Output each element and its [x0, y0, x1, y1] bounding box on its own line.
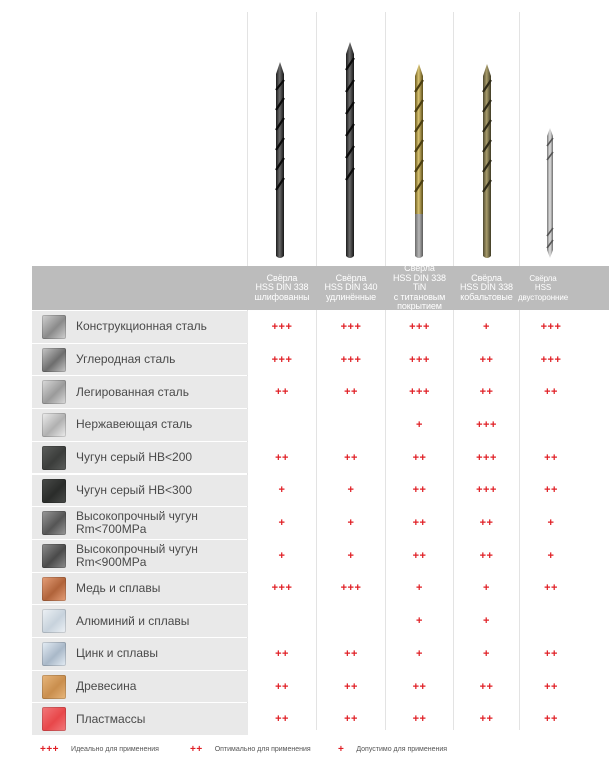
rating-cell: ++ — [412, 549, 427, 562]
material-swatch-icon — [42, 348, 66, 372]
drill-image-hss-338-cobalt — [477, 0, 497, 262]
material-label: Конструкционная сталь — [76, 319, 207, 334]
rating-cell: ++ — [275, 386, 289, 399]
material-label-line: Rm<900MPa — [76, 554, 147, 569]
rating-cell: + — [347, 517, 355, 530]
material-cell — [32, 344, 248, 376]
rating-cell: ++ — [344, 680, 358, 693]
rating-cell: +++ — [476, 484, 497, 497]
material-swatch-icon — [42, 380, 66, 404]
rating-cell: + — [416, 582, 423, 595]
rating-cell: + — [416, 418, 423, 431]
material-cell — [32, 573, 248, 605]
rating-cell: + — [483, 582, 490, 595]
rating-cell: +++ — [340, 320, 362, 333]
material-label: Нержавеющая сталь — [76, 417, 193, 432]
material-cell — [32, 507, 248, 539]
rating-cell: ++ — [412, 451, 427, 464]
table-row — [32, 409, 609, 441]
material-cell — [32, 638, 248, 670]
rating-cell: +++ — [271, 320, 293, 333]
rating-cell — [520, 605, 582, 637]
drill-image-hss-340 — [340, 0, 360, 262]
material-swatch-icon — [42, 413, 66, 437]
material-cell — [32, 442, 248, 474]
rating-cell: ++ — [412, 713, 427, 726]
table-row — [32, 540, 609, 572]
drill-image-hss-338-tin — [409, 0, 429, 262]
rating-cell: + — [278, 484, 286, 497]
material-cell — [32, 311, 248, 343]
material-label-line: Высокопрочный чугун — [76, 541, 198, 556]
material-cell — [32, 703, 248, 735]
rating-cell: ++ — [479, 713, 494, 726]
material-label: Алюминий и сплавы — [76, 613, 190, 628]
table-row — [32, 344, 609, 376]
rating-cell: +++ — [476, 418, 497, 431]
rating-cell: ++ — [544, 647, 558, 660]
rating-cell: ++ — [479, 353, 494, 366]
column-header-hss-338: Свёрла HSS DIN 338 шлифованны — [254, 272, 310, 302]
rating-cell: ++ — [275, 451, 289, 464]
rating-cell: + — [483, 320, 490, 333]
material-swatch-icon — [42, 609, 66, 633]
rating-cell: ++ — [544, 386, 558, 399]
rating-cell: ++ — [344, 451, 358, 464]
rating-cell: ++ — [344, 386, 358, 399]
rating-cell: ++ — [412, 517, 427, 530]
material-swatch-icon — [42, 675, 66, 699]
material-label: Пластмассы — [76, 711, 146, 726]
table-row — [32, 638, 609, 670]
material-cell — [32, 605, 248, 637]
legend-text: Идеально для применения — [71, 745, 159, 753]
drill-image-hss-338 — [270, 0, 290, 262]
rating-cell: + — [547, 549, 555, 562]
table-row — [32, 376, 609, 408]
column-header-hss-double-ended: Свёрла HSS двусторонние — [517, 273, 569, 302]
rating-cell: + — [547, 517, 555, 530]
rating-cell: ++ — [544, 451, 558, 464]
rating-cell: + — [278, 517, 286, 530]
material-swatch-icon — [42, 577, 66, 601]
material-label-line: Высокопрочный чугун — [76, 509, 198, 524]
rating-cell — [317, 605, 385, 637]
material-label-line: Rm<700MPa — [76, 522, 147, 537]
material-label — [76, 540, 198, 572]
rating-cell: +++ — [340, 353, 362, 366]
material-label: Древесина — [76, 679, 137, 694]
material-cell — [32, 376, 248, 408]
table-row — [32, 605, 609, 637]
rating-cell: ++ — [275, 680, 289, 693]
material-cell — [32, 409, 248, 441]
legend-mark: ++ — [190, 743, 203, 755]
rating-cell: +++ — [409, 386, 430, 399]
material-swatch-icon — [42, 315, 66, 339]
rating-cell: +++ — [540, 353, 562, 366]
table-row — [32, 573, 609, 605]
material-label: Чугун серый HB<200 — [76, 450, 193, 465]
rating-cell: ++ — [479, 517, 494, 530]
rating-cell: +++ — [271, 353, 293, 366]
rating-cell: + — [347, 549, 355, 562]
material-label: Медь и сплавы — [76, 580, 161, 595]
rating-cell: ++ — [344, 647, 358, 660]
legend-mark: +++ — [40, 743, 60, 755]
material-label — [76, 507, 198, 539]
rating-cell: + — [278, 549, 286, 562]
rating-cell — [248, 605, 316, 637]
rating-cell — [520, 409, 582, 441]
rating-cell: +++ — [540, 320, 562, 333]
rating-cell — [317, 409, 385, 441]
material-swatch-icon — [42, 544, 66, 568]
table-row — [32, 671, 609, 703]
rating-cell: + — [416, 615, 423, 628]
rating-cell: +++ — [409, 353, 430, 366]
material-label: Чугун серый HB<300 — [76, 482, 193, 497]
rating-cell: ++ — [544, 713, 558, 726]
rating-cell: ++ — [544, 680, 558, 693]
rating-cell: + — [347, 484, 355, 497]
rating-cell: ++ — [412, 680, 427, 693]
rating-cell: ++ — [275, 713, 289, 726]
table-row — [32, 475, 609, 507]
table-row — [32, 507, 609, 539]
rating-cell: ++ — [479, 549, 494, 562]
legend-item-acceptable — [338, 742, 447, 756]
legend-text: Допустимо для применения — [356, 745, 448, 753]
material-swatch-icon — [42, 511, 66, 535]
material-label: Цинк и сплавы — [76, 646, 159, 661]
drill-image-hss-double-ended — [542, 0, 558, 262]
rating-cell: ++ — [344, 713, 358, 726]
material-swatch-icon — [42, 642, 66, 666]
legend-item-optimal — [190, 742, 311, 756]
rating-cell: ++ — [544, 582, 558, 595]
column-header-hss-338-cobalt: Свёрла HSS DIN 338 кобальтовые — [460, 272, 513, 302]
rating-cell: ++ — [275, 647, 289, 660]
rating-cell: ++ — [479, 386, 494, 399]
material-cell — [32, 475, 248, 507]
material-label: Углеродная сталь — [76, 352, 176, 367]
material-cell — [32, 671, 248, 703]
material-swatch-icon — [42, 707, 66, 731]
rating-cell — [248, 409, 316, 441]
table-row — [32, 442, 609, 474]
rating-cell: ++ — [412, 484, 427, 497]
rating-cell: +++ — [476, 451, 497, 464]
rating-cell: +++ — [340, 582, 362, 595]
rating-cell: +++ — [409, 320, 430, 333]
rating-cell: +++ — [271, 582, 293, 595]
material-swatch-icon — [42, 479, 66, 503]
rating-cell: + — [483, 647, 490, 660]
material-cell — [32, 540, 248, 572]
column-header-hss-340: Свёрла HSS DIN 340 удлинённые — [324, 272, 378, 302]
table-row — [32, 703, 609, 735]
legend-mark: + — [338, 743, 345, 755]
rating-cell: + — [416, 647, 423, 660]
column-header-hss-338-tin: Свёрла HSS DIN 338 TiN с титановым покрытием — [393, 263, 446, 312]
rating-cell: + — [483, 615, 490, 628]
material-swatch-icon — [42, 446, 66, 470]
rating-cell: ++ — [479, 680, 494, 693]
legend-item-ideal — [40, 742, 159, 756]
rating-cell: ++ — [544, 484, 558, 497]
table-row — [32, 311, 609, 343]
material-label: Легированная сталь — [76, 384, 189, 399]
legend-text: Оптимально для применения — [214, 745, 311, 753]
